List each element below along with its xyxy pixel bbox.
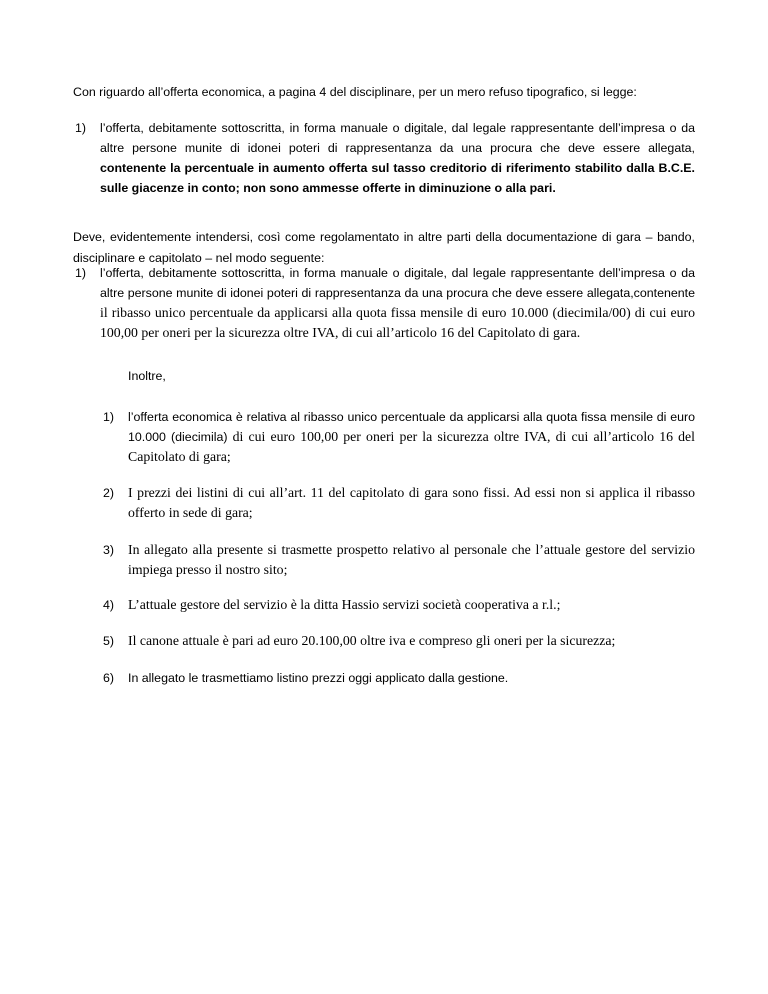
item-text: In allegato le trasmettiamo listino prezzi oggi applicato dalla gestione. bbox=[128, 671, 509, 685]
list-item bbox=[103, 540, 695, 580]
item-text: L’attuale gestore del servizio è la ditta Hassio servizi società cooperativa a r.l.; bbox=[128, 597, 561, 612]
clause-text: l’offerta, debitamente sottoscritta, in forma manuale o digitale, dal legale rappresentante dell’impresa o da altre persone munite di idonei poteri di rappresentanza da una procura che deve essere allegata,contenente bbox=[100, 266, 695, 300]
list-number: 2) bbox=[103, 486, 115, 500]
list-item bbox=[103, 631, 695, 651]
inoltre-heading: Inoltre, bbox=[128, 369, 166, 383]
item-text: l’offerta economica è relativa al ribasso unico percentuale da applicarsi alla quota fissa mensile di euro 10.000 (diecimila) bbox=[128, 410, 695, 444]
original-clause-item bbox=[75, 118, 695, 198]
list-number: 1) bbox=[75, 266, 87, 280]
list-number: 3) bbox=[103, 543, 115, 557]
clause-bold-text: contenente la percentuale in aumento offerta sul tasso creditorio di riferimento stabilito dalla B.C.E. sulle giacenze in conto; non sono ammesse offerte in diminuzione o alla pari. bbox=[100, 161, 695, 195]
list-item bbox=[103, 668, 695, 688]
list-item bbox=[103, 483, 695, 523]
intro-paragraph: Con riguardo all’offerta economica, a pagina 4 del disciplinare, per un mero refuso tipografico, si legge: bbox=[73, 85, 637, 99]
list-number: 5) bbox=[103, 634, 115, 648]
list-item bbox=[103, 595, 695, 615]
clause-text: l’offerta, debitamente sottoscritta, in forma manuale o digitale, dal legale rappresentante dell’impresa o da altre persone munite di idonei poteri di rappresentanza da una procura che deve essere allegata, bbox=[100, 121, 695, 155]
item-text: In allegato alla presente si trasmette prospetto relativo al personale che l’attuale gestore del servizio impiega presso il nostro sito; bbox=[128, 542, 695, 577]
list-number: 6) bbox=[103, 671, 115, 685]
corrected-clause-item bbox=[75, 263, 695, 343]
item-text: Il canone attuale è pari ad euro 20.100,00 oltre iva e compreso gli oneri per la sicurezza; bbox=[128, 633, 616, 648]
list-number: 1) bbox=[103, 410, 115, 424]
correction-paragraph: Deve, evidentemente intendersi, così come regolamentato in altre parti della documentazione di gara – bando, disciplinare e capitolato – nel modo seguente: bbox=[73, 230, 695, 265]
item-serif-text: di cui euro 100,00 per oneri per la sicurezza oltre IVA, di cui all’articolo 16 del Capitolato di gara; bbox=[128, 429, 695, 464]
list-number: 1) bbox=[75, 121, 87, 135]
list-item bbox=[103, 407, 695, 467]
clause-serif-text: il ribasso unico percentuale da applicarsi alla quota fissa mensile di euro 10.000 (diecimila/00) di cui euro 100,00 per oneri per la sicurezza oltre IVA, di cui all’articolo 16 del Capitolato di gara. bbox=[100, 305, 695, 340]
item-text: I prezzi dei listini di cui all’art. 11 del capitolato di gara sono fissi. Ad essi non si applica il ribasso offerto in sede di gara; bbox=[128, 485, 695, 520]
list-number: 4) bbox=[103, 598, 115, 612]
